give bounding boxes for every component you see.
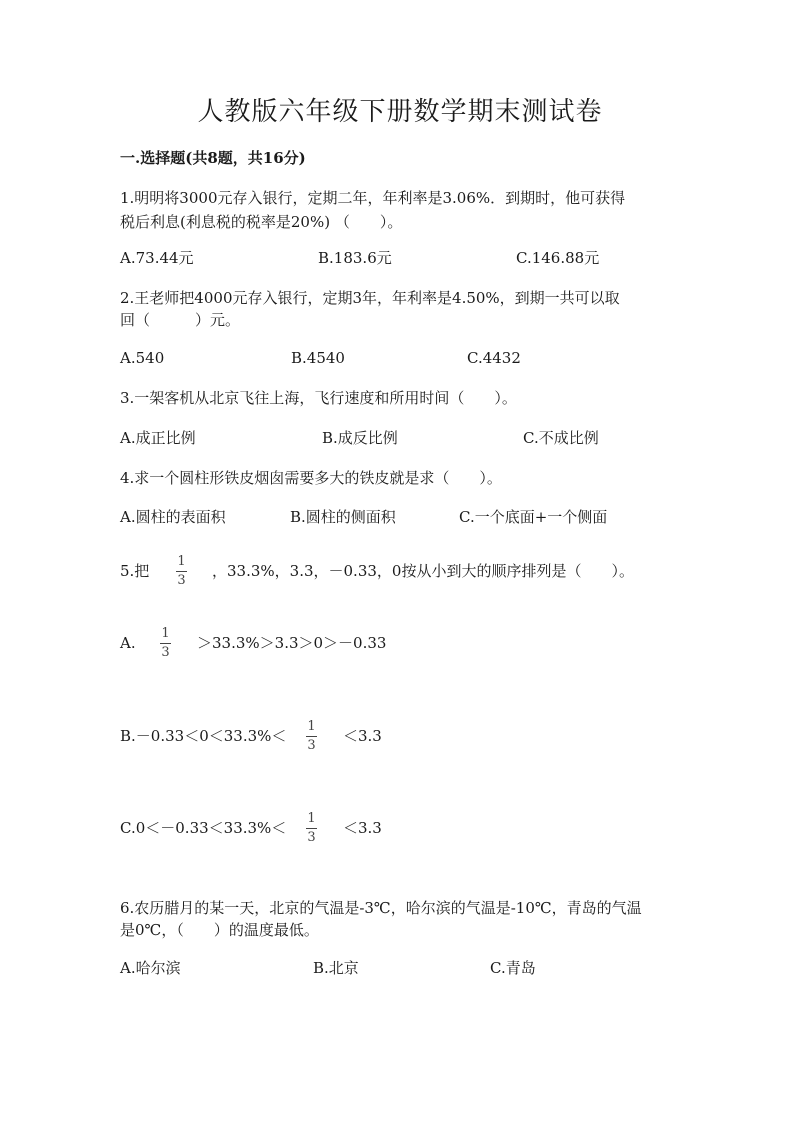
question-4-option-a: A.圆柱的表面积 (120, 508, 226, 526)
question-1-option-b: B.183.6元 (318, 249, 392, 267)
question-2-line-2: 回（ ）元。 (120, 311, 241, 329)
fraction-bar (306, 828, 317, 829)
question-5-option-c-suffix: ＜3.3 (343, 819, 382, 837)
fraction-one-third (176, 555, 187, 588)
fraction-bar (160, 643, 171, 644)
question-5-option-c-prefix: C.0＜－0.33＜33.3%＜ (120, 819, 287, 837)
question-5-option-b-suffix: ＜3.3 (343, 727, 382, 745)
question-5-suffix: ，33.3%，3.3，－0.33，0按从小到大的顺序排列是（ ）。 (212, 562, 634, 580)
fraction-numerator: 1 (161, 626, 170, 641)
question-3-line-1: 3.一架客机从北京飞往上海，飞行速度和所用时间（ ）。 (120, 389, 517, 407)
question-4-line-1: 4.求一个圆柱形铁皮烟囱需要多大的铁皮就是求（ ）。 (120, 469, 502, 487)
question-3-option-b: B.成反比例 (322, 429, 398, 447)
page-title: 人教版六年级下册数学期末测试卷 (197, 97, 603, 127)
fraction-numerator: 1 (307, 811, 316, 826)
question-6-line-1: 6.农历腊月的某一天，北京的气温是-3℃，哈尔滨的气温是-10℃，青岛的气温 (120, 899, 642, 917)
question-1-option-c: C.146.88元 (516, 249, 600, 267)
question-1-option-a: A.73.44元 (120, 249, 194, 267)
fraction-numerator: 1 (177, 554, 186, 569)
question-6-option-a: A.哈尔滨 (120, 959, 181, 977)
question-5-prefix: 5.把 (120, 562, 150, 580)
question-6-option-b: B.北京 (313, 959, 359, 977)
question-2-option-c: C.4432 (467, 349, 521, 367)
question-3-option-c: C.不成比例 (523, 429, 599, 447)
fraction-bar (306, 736, 317, 737)
fraction-denominator: 3 (161, 645, 170, 660)
section-heading: 一.选择题(共8题，共16分) (120, 149, 306, 167)
fraction-one-third (160, 627, 171, 660)
question-6-option-c: C.青岛 (490, 959, 536, 977)
question-5-option-a-prefix: A. (120, 634, 136, 652)
question-2-option-b: B.4540 (291, 349, 345, 367)
question-2-line-1: 2.王老师把4000元存入银行，定期3年，年利率是4.50%，到期一共可以取 (120, 289, 620, 307)
fraction-denominator: 3 (307, 830, 316, 845)
question-3-option-a: A.成正比例 (120, 429, 196, 447)
fraction-denominator: 3 (177, 573, 186, 588)
fraction-one-third (306, 812, 317, 845)
question-1-line-2: 税后利息(利息税的税率是20%) （ ）。 (120, 213, 403, 231)
question-4-option-b: B.圆柱的侧面积 (290, 508, 396, 526)
question-2-option-a: A.540 (120, 349, 165, 367)
question-5-option-a-suffix: ＞33.3%＞3.3＞0＞－0.33 (197, 634, 387, 652)
fraction-bar (176, 571, 187, 572)
question-4-option-c: C.一个底面+一个侧面 (459, 508, 608, 526)
fraction-denominator: 3 (307, 738, 316, 753)
question-6-line-2: 是0℃，（ ）的温度最低。 (120, 921, 319, 939)
fraction-one-third (306, 720, 317, 753)
question-1-line-1: 1.明明将3000元存入银行，定期二年，年利率是3.06%．到期时，他可获得 (120, 189, 626, 207)
fraction-numerator: 1 (307, 719, 316, 734)
question-5-option-b-prefix: B.－0.33＜0＜33.3%＜ (120, 727, 287, 745)
